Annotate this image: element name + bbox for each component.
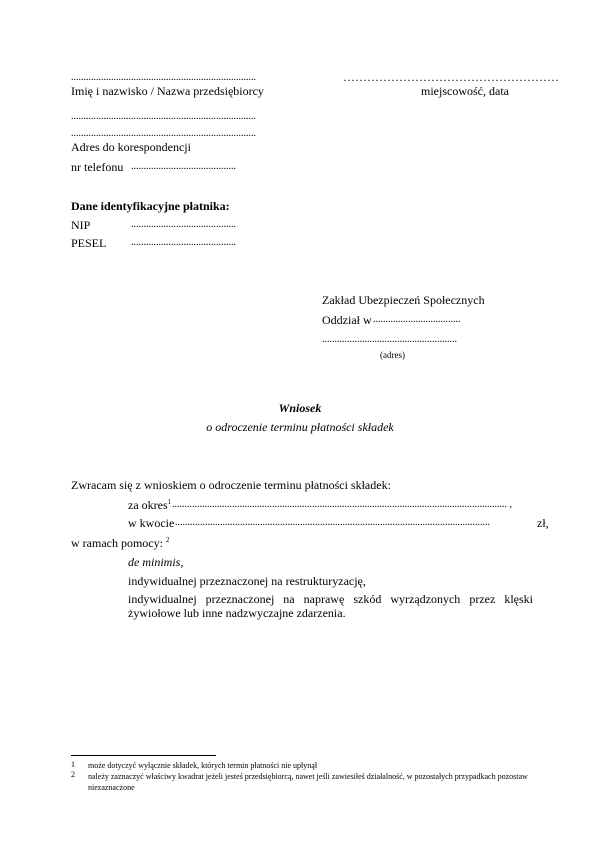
- nip-label: NIP: [71, 218, 91, 232]
- document-subtitle: o odroczenie terminu płatności składek: [206, 420, 394, 434]
- aid-option-de-minimis: de minimis,: [128, 555, 184, 569]
- name-dots: ..........................................................................: [71, 72, 256, 83]
- aid-option-disaster: indywidualnej przeznaczonej na naprawę szkód wyrządzonych przez klęski żywiołowe lub inne nadzwyczajne zdarzenia.: [128, 592, 533, 620]
- recipient-address-dots: ......................................................: [322, 334, 457, 345]
- pesel-label: PESEL: [71, 236, 107, 250]
- footnote-ref-2: 2: [165, 536, 170, 544]
- name-label: Imię i nazwisko / Nazwa przedsiębiorcy: [71, 84, 264, 98]
- pesel-dots: ..........................................: [131, 237, 236, 248]
- document-title: Wniosek: [278, 401, 322, 415]
- amount-dots: ..............................................................................................................................: [175, 517, 490, 528]
- aid-option-restructuring: indywidualnej przeznaczonej na restrukturyzację,: [128, 574, 366, 588]
- amount-label: w kwocie: [128, 516, 175, 530]
- footnote-1-text: może dotyczyć wyłącznie składek, których termin płatności nie upłynął: [88, 761, 318, 770]
- footnote-ref-1: 1: [167, 498, 172, 506]
- phone-dots: ..........................................: [131, 161, 236, 172]
- period-label: za okres$^1$: [128, 498, 172, 512]
- place-date-dots: ………………………………………………: [343, 70, 559, 84]
- recipient-address-label: (adres): [380, 350, 405, 360]
- address-label: Adres do korespondencji: [71, 140, 191, 154]
- amount-unit: zł,: [537, 516, 549, 530]
- footnote-1-num: 1: [71, 760, 75, 769]
- period-dots: ...................................................................................................................................... ,: [172, 499, 512, 510]
- request-intro: Zwracam się z wnioskiem o odroczenie terminu płatności składek:: [71, 478, 391, 492]
- recipient-institution: Zakład Ubezpieczeń Społecznych: [322, 293, 485, 307]
- footnote-2-text: należy zaznaczyć właściwy kwadrat jeżeli jesteś przedsiębiorcą, nawet jeśli zawiesiłeś działalność, w pozostałych przypadkach pozostaw niezaznaczone: [88, 772, 528, 792]
- payer-heading: Dane identyfikacyjne płatnika:: [71, 199, 230, 213]
- address-dots-2: ..........................................................................: [71, 128, 256, 139]
- phone-label: nr telefonu: [71, 160, 124, 174]
- nip-dots: ..........................................: [131, 219, 236, 230]
- address-dots-1: ..........................................................................: [71, 111, 256, 122]
- footnote-separator: [71, 755, 216, 756]
- branch-dots: ...................................: [373, 314, 461, 325]
- aid-label: w ramach pomocy: $^2$: [71, 536, 170, 550]
- place-date-label: miejscowość, data: [421, 84, 509, 98]
- branch-label: Oddział w: [322, 313, 372, 327]
- footnote-2-num: 2: [71, 770, 75, 779]
